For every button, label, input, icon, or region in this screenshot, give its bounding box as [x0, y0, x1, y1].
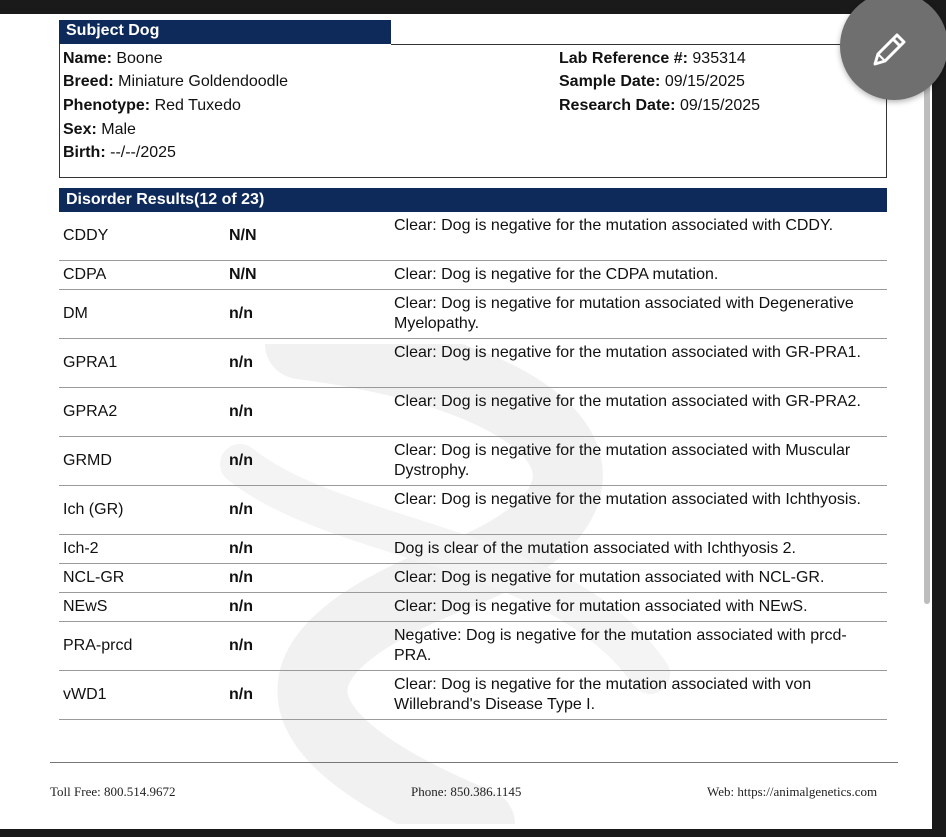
disorder-name: NEwS	[63, 598, 108, 615]
dog-phenotype: Red Tuxedo	[154, 97, 241, 114]
genotype: n/n	[229, 540, 253, 557]
disorder-name: CDDY	[63, 227, 109, 244]
result-description: Clear: Dog is negative for mutation associated with Degenerative Myelopathy.	[394, 295, 854, 332]
table-row	[59, 212, 887, 261]
disorder-name: CDPA	[63, 266, 107, 283]
result-description: Clear: Dog is negative for mutation associated with NEwS.	[394, 598, 808, 615]
edit-button[interactable]	[840, 0, 946, 100]
disorder-name: GPRA1	[63, 354, 118, 371]
disorder-name: Ich (GR)	[63, 501, 124, 518]
result-description: Clear: Dog is negative for the mutation associated with GR-PRA2.	[394, 393, 861, 410]
report-page	[0, 14, 932, 829]
lab-reference-field: Lab Reference #: 935314	[559, 50, 746, 67]
result-description: Clear: Dog is negative for the CDPA mutation.	[394, 266, 719, 283]
result-description: Clear: Dog is negative for the mutation associated with GR-PRA1.	[394, 344, 861, 361]
footer-divider	[50, 762, 898, 763]
genotype: n/n	[229, 501, 253, 518]
table-row	[59, 486, 887, 535]
sex-field: Sex: Male	[63, 121, 136, 138]
result-description: Clear: Dog is negative for the mutation associated with CDDY.	[394, 217, 834, 234]
genotype: n/n	[229, 305, 253, 322]
disorder-results-heading: Disorder Results(12 of 23)	[59, 188, 887, 212]
birth-field: Birth: --/--/2025	[63, 144, 176, 161]
genotype: N/N	[229, 227, 257, 244]
subject-dog-panel	[59, 44, 887, 178]
table-row	[59, 290, 887, 339]
table-row	[59, 535, 887, 564]
table-row	[59, 671, 887, 720]
genotype: n/n	[229, 637, 253, 654]
table-row	[59, 261, 887, 290]
table-row	[59, 437, 887, 486]
genotype: n/n	[229, 569, 253, 586]
genotype: n/n	[229, 452, 253, 469]
disorder-name: PRA-prcd	[63, 637, 133, 654]
dog-breed: Miniature Goldendoodle	[118, 73, 289, 90]
research-date: 09/15/2025	[679, 97, 761, 114]
result-description: Clear: Dog is negative for the mutation associated with Muscular Dystrophy.	[394, 442, 851, 479]
sample-date-field: Sample Date: 09/15/2025	[559, 73, 745, 90]
genotype: n/n	[229, 598, 253, 615]
subject-dog-heading: Subject Dog	[59, 20, 391, 44]
dog-name: Boone	[116, 50, 163, 67]
dog-sex: Male	[101, 121, 136, 138]
table-row	[59, 622, 887, 671]
sample-date: 09/15/2025	[664, 73, 745, 90]
table-row	[59, 339, 887, 388]
genotype: n/n	[229, 354, 253, 371]
pencil-icon	[867, 28, 911, 72]
lab-reference: 935314	[692, 50, 746, 67]
name-field: Name: Boone	[63, 50, 163, 67]
result-description: Clear: Dog is negative for the mutation associated with von Willebrand's Disease Type I.	[394, 676, 812, 713]
disorder-name: Ich-2	[63, 540, 99, 557]
result-description: Negative: Dog is negative for the mutation associated with prcd-PRA.	[394, 627, 847, 664]
result-description: Dog is clear of the mutation associated with Ichthyosis 2.	[394, 540, 796, 557]
genotype: N/N	[229, 266, 257, 283]
table-row	[59, 593, 887, 622]
genotype: n/n	[229, 686, 253, 703]
dog-birth: --/--/2025	[110, 144, 176, 161]
genotype: n/n	[229, 403, 253, 420]
disorder-results-table	[59, 212, 887, 720]
footer-phone: Phone: 850.386.1145	[411, 784, 522, 799]
table-row	[59, 564, 887, 593]
disorder-name: vWD1	[63, 686, 107, 703]
disorder-name: GRMD	[63, 452, 112, 469]
result-description: Clear: Dog is negative for mutation associated with NCL-GR.	[394, 569, 825, 586]
table-row	[59, 388, 887, 437]
result-description: Clear: Dog is negative for the mutation associated with Ichthyosis.	[394, 491, 861, 508]
footer-web-link[interactable]: Web: https://animalgenetics.com	[707, 784, 878, 799]
footer-toll-free: Toll Free: 800.514.9672	[50, 784, 176, 799]
disorder-name: GPRA2	[63, 403, 118, 420]
phenotype-field: Phenotype: Red Tuxedo	[63, 97, 241, 114]
breed-field: Breed: Miniature Goldendoodle	[63, 73, 289, 90]
vertical-scrollbar[interactable]	[924, 44, 930, 604]
disorder-name: DM	[63, 305, 88, 322]
disorder-name: NCL-GR	[63, 569, 125, 586]
research-date-field: Research Date: 09/15/2025	[559, 97, 761, 114]
